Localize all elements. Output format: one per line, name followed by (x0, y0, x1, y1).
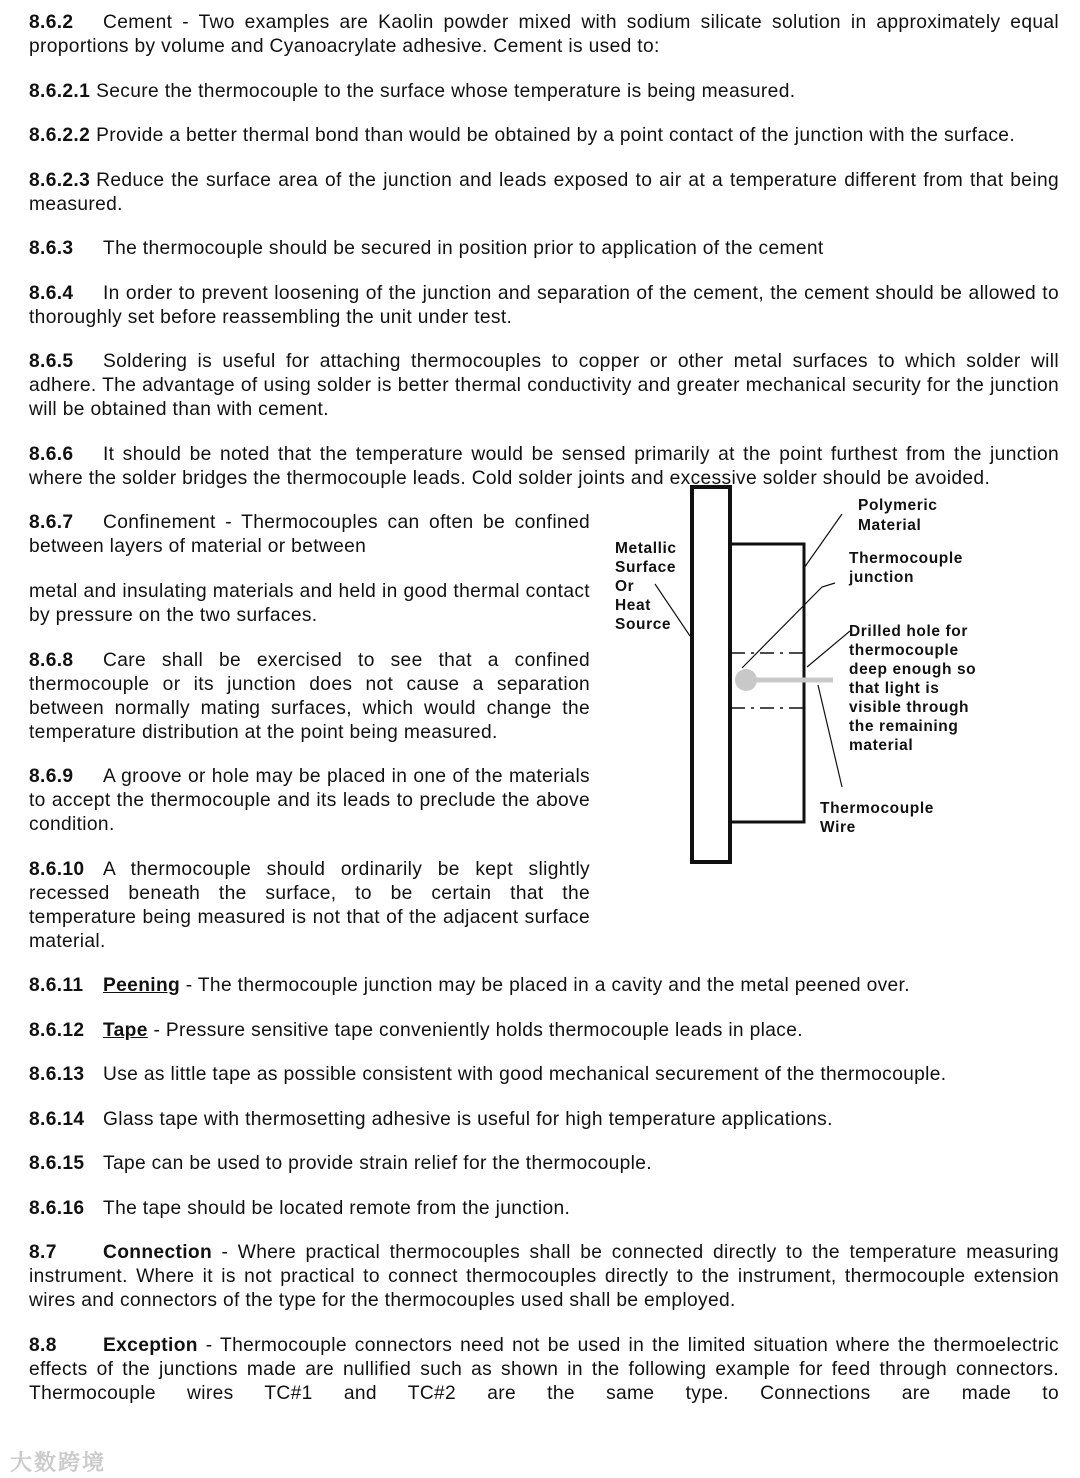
label-junction: junction (849, 569, 915, 586)
paragraph-8-6-5 (29, 350, 1059, 422)
paragraph-text: Provide a better thermal bond than would be obtained by a point contact of the junction with the surface. (96, 125, 1016, 146)
paragraph-8-6-15 (29, 1152, 1059, 1176)
paragraph-8-6-12 (29, 1019, 1059, 1043)
label-drilled-hole: that light is (849, 680, 940, 697)
label-junction: Thermocouple (849, 550, 963, 567)
section-number: 8.6.10 (29, 858, 85, 880)
paragraph-8-6-2-3 (29, 169, 1059, 217)
thermocouple-junction (735, 669, 757, 691)
label-drilled-hole: the remaining (849, 718, 959, 735)
section-number: 8.7 (29, 1242, 57, 1263)
section-number: 8.6.6 (29, 443, 74, 465)
watermark-logo (10, 1446, 106, 1477)
paragraph-text: The thermocouple should be secured in position prior to application of the cement (103, 238, 824, 259)
section-number: 8.6.5 (29, 351, 74, 372)
label-wire: Wire (820, 819, 856, 836)
label-drilled-hole: Drilled hole for (849, 623, 968, 640)
paragraph-8-6-2-1 (29, 80, 1059, 104)
paragraph-8-6-3 (29, 237, 1059, 261)
label-metallic: Metallic (615, 540, 677, 557)
paragraph-text: A groove or hole may be placed in one of the materials to accept the thermocouple and its leads to preclude the above condition. (29, 766, 590, 835)
paragraph-text: - Pressure sensitive tape conveniently holds thermocouple leads in place. (147, 1019, 803, 1041)
paragraph-8-6-2 (29, 11, 1059, 59)
paragraph-8-6-7-continued (29, 580, 590, 628)
section-number: 8.6.8 (29, 649, 74, 671)
paragraph-text: Soldering is useful for attaching thermocouples to copper or other metal surfaces to which solder will adhere. The advantage of using solder is better thermal conductivity and greater mechanical security for the junction will be obtained than with cement. (29, 351, 1059, 420)
paragraph-text: metal and insulating materials and held in good thermal contact by pressure on the two surfaces. (29, 581, 590, 626)
watermark-text: 大数跨境 (10, 1450, 107, 1475)
label-wire: Thermocouple (820, 800, 934, 817)
thermocouple-diagram (600, 497, 1060, 974)
left-column (29, 511, 590, 974)
paragraph-8-7 (29, 1241, 1059, 1313)
leader-drilled-hole (807, 631, 850, 667)
paragraph-text: Tape can be used to provide strain relief for the thermocouple. (103, 1153, 652, 1174)
paragraph-8-6-9 (29, 765, 590, 837)
paragraph-8-6-14 (29, 1108, 1059, 1132)
section-title: Connection (103, 1242, 213, 1263)
paragraph-text: It should be noted that the temperature would be sensed primarily at the point furthest from the junction where the solder bridges the thermocouple leads. Cold solder joints and excessive solder should be avoided. (29, 443, 1059, 489)
label-metallic: Heat (615, 597, 651, 614)
diagram-svg (590, 476, 1060, 896)
section-title: Tape (103, 1019, 148, 1041)
section-number: 8.6.7 (29, 512, 74, 533)
section-number: 8.6.2.1 (29, 80, 91, 102)
document-page (29, 11, 1059, 1426)
section-number: 8.6.11 (29, 975, 84, 996)
label-polymeric: Material (858, 517, 922, 534)
two-column-section (29, 497, 1059, 974)
label-metallic: Source (615, 616, 672, 633)
paragraph-text: Secure the thermocouple to the surface whose temperature is being measured. (96, 80, 796, 102)
paragraph-text: In order to prevent loosening of the junction and separation of the cement, the cement should be allowed to thoroughly set before reassembling the unit under test. (29, 282, 1059, 328)
section-number: 8.8 (29, 1334, 57, 1356)
paragraph-text: - The thermocouple junction may be placed in a cavity and the metal peened over. (180, 975, 910, 996)
leader-polymeric (804, 514, 842, 568)
section-number: 8.6.2.3 (29, 169, 91, 191)
label-metallic: Surface (615, 559, 677, 576)
paragraph-text: - Thermocouple connectors need not be used in the limited situation where the thermoelectric effects of the junctions made are nullified such as shown in the following example for feed through connectors. Thermocouple wires TC#1 and TC#2 are the same type. Connections are made to (29, 1334, 1059, 1404)
section-number: 8.6.2 (29, 12, 74, 33)
section-title: Peening (103, 975, 181, 996)
paragraph-8-6-10 (29, 858, 590, 954)
metallic-plate (692, 487, 730, 862)
paragraph-text: Glass tape with thermosetting adhesive is useful for high temperature applications. (103, 1108, 833, 1130)
paragraph-8-6-2-2 (29, 124, 1059, 148)
label-drilled-hole: thermocouple (849, 642, 959, 659)
section-title: Exception (103, 1334, 198, 1356)
label-polymeric: Polymeric (858, 497, 938, 514)
paragraph-text: Cement - Two examples are Kaolin powder mixed with sodium silicate solution in approximately equal proportions by volume and Cyanoacrylate adhesive. Cement is used to: (29, 12, 1059, 57)
section-number: 8.6.14 (29, 1108, 85, 1130)
section-number: 8.6.15 (29, 1153, 85, 1174)
section-number: 8.6.3 (29, 238, 74, 259)
section-number: 8.6.12 (29, 1019, 85, 1041)
paragraph-8-6-8 (29, 649, 590, 745)
section-number: 8.6.9 (29, 766, 74, 787)
section-number: 8.6.2.2 (29, 125, 91, 146)
section-number: 8.6.4 (29, 282, 74, 304)
paragraph-8-6-16 (29, 1197, 1059, 1221)
paragraph-text: Use as little tape as possible consistent with good mechanical securement of the thermocouple. (103, 1064, 947, 1085)
paragraph-text: The tape should be located remote from the junction. (103, 1197, 571, 1219)
paragraph-8-6-7 (29, 511, 590, 559)
label-drilled-hole: visible through (849, 699, 970, 716)
paragraph-8-6-4 (29, 282, 1059, 330)
label-drilled-hole: deep enough so (849, 661, 977, 678)
label-metallic: Or (615, 578, 635, 595)
paragraph-8-6-11 (29, 974, 1059, 998)
paragraph-8-8 (29, 1334, 1059, 1406)
paragraph-text: Confinement - Thermocouples can often be confined between layers of material or between (29, 512, 590, 557)
section-number: 8.6.13 (29, 1064, 85, 1085)
paragraph-text: - Where practical thermocouples shall be connected directly to the temperature measuring instrument. Where it is not practical to connect thermocouples directly to the instrument, thermocouple extension wires and connectors of the type for the thermocouples used shall be employed. (29, 1242, 1059, 1311)
paragraph-8-6-13 (29, 1063, 1059, 1087)
paragraph-text: A thermocouple should ordinarily be kept slightly recessed beneath the surface, to be certain that the temperature being measured is not that of the adjacent surface material. (29, 858, 590, 952)
section-number: 8.6.16 (29, 1197, 85, 1219)
paragraph-text: Care shall be exercised to see that a confined thermocouple or its junction does not cause a separation between normally mating surfaces, which would change the temperature distribution at the point being measured. (29, 649, 590, 743)
label-drilled-hole: material (849, 737, 914, 754)
paragraph-text: Reduce the surface area of the junction and leads exposed to air at a temperature different from that being measured. (29, 169, 1059, 215)
leader-wire (818, 685, 842, 787)
